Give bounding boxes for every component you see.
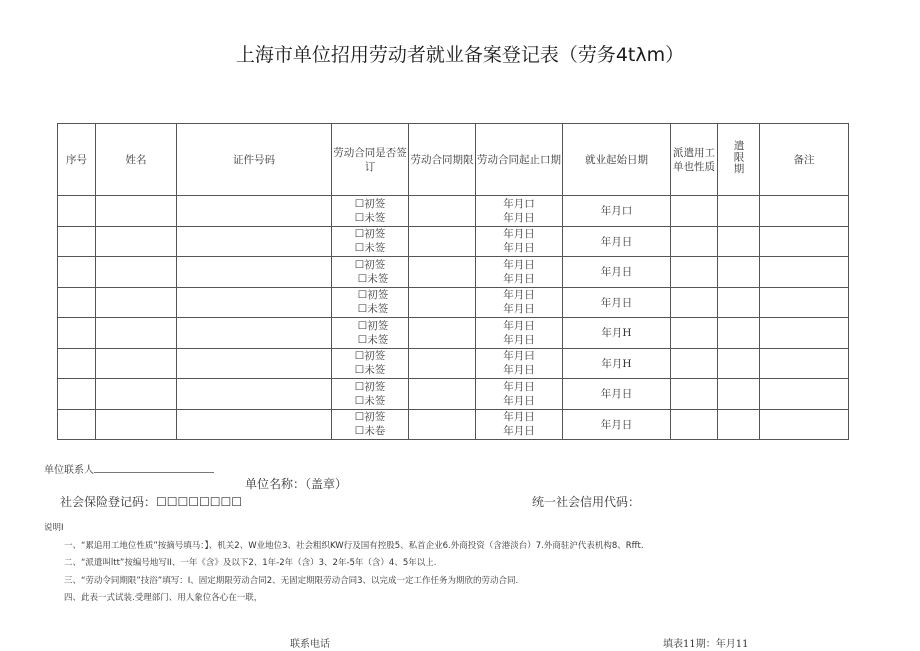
contract-signed-cell — [332, 379, 409, 410]
id-number-cell[interactable] — [177, 287, 332, 318]
contract-end-date[interactable]: 年月日 — [503, 425, 535, 438]
id-number-cell[interactable] — [177, 348, 332, 379]
contract-term-cell[interactable] — [409, 379, 476, 410]
first-sign-checkbox[interactable]: ☐初签 — [354, 350, 386, 363]
remarks-cell[interactable] — [760, 287, 849, 318]
fill-date-label: 填表11期：年月11 — [663, 639, 749, 650]
remarks-cell[interactable] — [760, 196, 849, 227]
first-sign-checkbox[interactable]: ☐初签 — [354, 197, 386, 210]
unsigned-checkbox[interactable]: ☐未卷 — [354, 425, 386, 438]
contract-start-date[interactable]: 年月曰 — [503, 350, 535, 363]
name-cell[interactable] — [96, 318, 177, 349]
note-item: 四、此表一式试装.受理部门、用人象位各心在一联， — [64, 593, 263, 603]
contract-signed-cell — [332, 318, 409, 349]
header-employment-start: 就业起始日期 — [563, 124, 671, 196]
unsigned-checkbox[interactable]: ☐未签 — [357, 333, 389, 346]
header-id-number: 证件号码 — [177, 124, 332, 196]
contract-term-cell[interactable] — [409, 257, 476, 288]
dispatch-term-cell[interactable] — [718, 348, 760, 379]
first-sign-checkbox[interactable]: ☐初签 — [354, 228, 386, 241]
unsigned-checkbox[interactable]: ☐未签 — [354, 242, 386, 255]
id-number-cell[interactable] — [177, 318, 332, 349]
contract-signed-cell — [332, 287, 409, 318]
contract-end-date[interactable]: 年月日 — [503, 333, 535, 346]
header-seq: 序号 — [58, 124, 96, 196]
contract-dates-cell — [476, 287, 563, 318]
table-header-row — [58, 124, 849, 196]
seq-cell[interactable] — [58, 379, 96, 410]
note-item: 三、“劳动令同期限”技浴”填写：I、固定期限劳动合同2、无固定期限劳动合同3、以完成一定工作任务为期欣的劳动合同. — [64, 575, 519, 586]
table-row — [58, 348, 849, 379]
table-row — [58, 257, 849, 288]
unit-name-label: 单位名称：（盖章） — [245, 477, 348, 491]
name-cell[interactable] — [96, 287, 177, 318]
name-cell[interactable] — [96, 226, 177, 257]
seq-cell[interactable] — [58, 318, 96, 349]
first-sign-checkbox[interactable]: ☐初签 — [357, 319, 389, 332]
table-row — [58, 409, 849, 440]
contract-start-date[interactable]: 年月日 — [503, 289, 535, 302]
contract-start-date[interactable]: 年月日 — [503, 411, 535, 424]
contract-end-date[interactable]: 年月日 — [503, 303, 535, 316]
remarks-cell[interactable] — [760, 257, 849, 288]
contract-dates-cell — [476, 318, 563, 349]
contract-signed-cell — [332, 226, 409, 257]
contract-signed-cell — [332, 257, 409, 288]
contract-dates-cell — [476, 257, 563, 288]
dispatch-nature-cell[interactable] — [671, 348, 718, 379]
header-contract-term: 劳动合同期限 — [409, 124, 476, 196]
contract-dates-cell — [476, 379, 563, 410]
remarks-cell[interactable] — [760, 226, 849, 257]
note-item: 二、“派遣叫ltt”按编号地写II、一年《含》及以下2、1年-2年（含）3、2年-5年（含）4、5年以上. — [64, 558, 437, 568]
unsigned-checkbox[interactable]: ☐未签 — [357, 272, 389, 285]
employment-start-cell[interactable]: 年月日 — [563, 409, 671, 440]
dispatch-term-cell[interactable] — [718, 379, 760, 410]
id-number-cell[interactable] — [177, 379, 332, 410]
dispatch-nature-cell[interactable] — [671, 226, 718, 257]
id-number-cell[interactable] — [177, 196, 332, 227]
id-number-cell[interactable] — [177, 226, 332, 257]
header-contract-dates: 劳动合同起止口期 — [476, 124, 563, 196]
first-sign-checkbox[interactable]: ☐初签 — [357, 289, 389, 302]
dispatch-term-cell[interactable] — [718, 257, 760, 288]
dispatch-nature-cell[interactable] — [671, 318, 718, 349]
remarks-cell[interactable] — [760, 379, 849, 410]
contract-dates-cell — [476, 226, 563, 257]
dispatch-nature-cell[interactable] — [671, 379, 718, 410]
contact-phone-label: 联系电话 — [290, 639, 330, 650]
contract-dates-cell — [476, 196, 563, 227]
dispatch-term-cell[interactable] — [718, 226, 760, 257]
dispatch-term-cell[interactable] — [718, 196, 760, 227]
social-security-code-label: 社会保险登记码：☐☐☐☐☐☐☐☐ — [60, 495, 243, 509]
id-number-cell[interactable] — [177, 257, 332, 288]
employment-start-cell[interactable]: 年月日 — [563, 379, 671, 410]
contract-end-date[interactable]: 年月日 — [503, 272, 535, 285]
seq-cell[interactable] — [58, 348, 96, 379]
contract-end-date[interactable]: 年月日 — [503, 394, 535, 407]
unsigned-checkbox[interactable]: ☐未签 — [357, 303, 389, 316]
registration-table — [57, 123, 849, 440]
header-name: 姓名 — [96, 124, 177, 196]
name-cell[interactable] — [96, 409, 177, 440]
contact-person-line[interactable] — [94, 462, 214, 473]
contract-end-date[interactable]: 年月日 — [503, 242, 535, 255]
employment-start-cell[interactable]: 年月日 — [563, 257, 671, 288]
header-contract-signed: 劳动合同是否签订 — [332, 124, 409, 196]
unsigned-checkbox[interactable]: ☐未签 — [354, 394, 386, 407]
note-item: 一、“累追用工地位性质”按摘号填马：】、机关2、W业地位3、社会粗织KW行及国有控股5、私首企业6.外商投资（含港淡台）7.外商驻沪代表机构8、Rfft. — [64, 540, 644, 551]
table-row — [58, 287, 849, 318]
dispatch-term-cell[interactable] — [718, 318, 760, 349]
dispatch-term-cell[interactable] — [718, 287, 760, 318]
seq-cell[interactable] — [58, 409, 96, 440]
dispatch-nature-cell[interactable] — [671, 196, 718, 227]
dispatch-term-cell[interactable] — [718, 409, 760, 440]
employment-start-cell[interactable]: 年月日 — [563, 287, 671, 318]
contract-start-date[interactable]: 年月日 — [503, 319, 535, 332]
unsigned-checkbox[interactable]: ☐未签 — [354, 364, 386, 377]
first-sign-checkbox[interactable]: ☐初签 — [354, 258, 386, 271]
contract-term-cell[interactable] — [409, 409, 476, 440]
contact-person — [44, 461, 214, 476]
contract-dates-cell — [476, 348, 563, 379]
name-cell[interactable] — [96, 348, 177, 379]
seq-cell[interactable] — [58, 257, 96, 288]
dispatch-nature-cell[interactable] — [671, 287, 718, 318]
contract-start-date[interactable]: 年月日 — [503, 228, 535, 241]
header-dispatch-term — [718, 124, 760, 196]
contract-signed-cell — [332, 409, 409, 440]
name-cell[interactable] — [96, 257, 177, 288]
table-row — [58, 318, 849, 349]
contract-start-date[interactable]: 年月口 — [503, 197, 535, 210]
seq-cell[interactable] — [58, 226, 96, 257]
contract-signed-cell — [332, 348, 409, 379]
seq-cell[interactable] — [58, 287, 96, 318]
name-cell[interactable] — [96, 379, 177, 410]
contract-term-cell[interactable] — [409, 348, 476, 379]
table-row — [58, 379, 849, 410]
contract-term-cell[interactable] — [409, 226, 476, 257]
page-title: 上海市单位招用劳动者就业备案登记表（劳务4tλm） — [235, 44, 685, 66]
remarks-cell[interactable] — [760, 318, 849, 349]
remarks-cell[interactable] — [760, 409, 849, 440]
contract-start-date[interactable]: 年月日 — [503, 380, 535, 393]
contact-person-label: 单位联系人 — [44, 465, 94, 476]
seq-cell[interactable] — [58, 196, 96, 227]
remarks-cell[interactable] — [760, 348, 849, 379]
dispatch-nature-cell[interactable] — [671, 409, 718, 440]
employment-start-cell[interactable]: 年月口 — [563, 196, 671, 227]
contract-start-date[interactable]: 年月日 — [503, 258, 535, 271]
notes-heading: 说明I — [44, 523, 64, 533]
employment-start-cell[interactable]: 年月日 — [563, 226, 671, 257]
contract-signed-cell — [332, 196, 409, 227]
contract-dates-cell — [476, 409, 563, 440]
contract-term-cell[interactable] — [409, 318, 476, 349]
first-sign-checkbox[interactable]: ☐初签 — [354, 411, 386, 424]
header-remarks: 备注 — [760, 124, 849, 196]
employment-start-cell[interactable]: 年月H — [563, 348, 671, 379]
dispatch-nature-cell[interactable] — [671, 257, 718, 288]
header-dispatch-term-text: 遣限期 — [732, 140, 745, 175]
contract-term-cell[interactable] — [409, 287, 476, 318]
employment-start-cell[interactable]: 年月H — [563, 318, 671, 349]
notes-section — [44, 520, 644, 608]
contract-end-date[interactable]: 年月日 — [503, 364, 535, 377]
unsigned-checkbox[interactable]: ☐未签 — [354, 211, 386, 224]
table-row — [58, 196, 849, 227]
first-sign-checkbox[interactable]: ☐初签 — [354, 380, 386, 393]
table-row — [58, 226, 849, 257]
id-number-cell[interactable] — [177, 409, 332, 440]
header-dispatch-nature: 派遣用工单也性质 — [671, 124, 718, 196]
name-cell[interactable] — [96, 196, 177, 227]
contract-end-date[interactable]: 年月日 — [503, 211, 535, 224]
contract-term-cell[interactable] — [409, 196, 476, 227]
credit-code-label: 统一社会信用代码： — [532, 495, 641, 509]
